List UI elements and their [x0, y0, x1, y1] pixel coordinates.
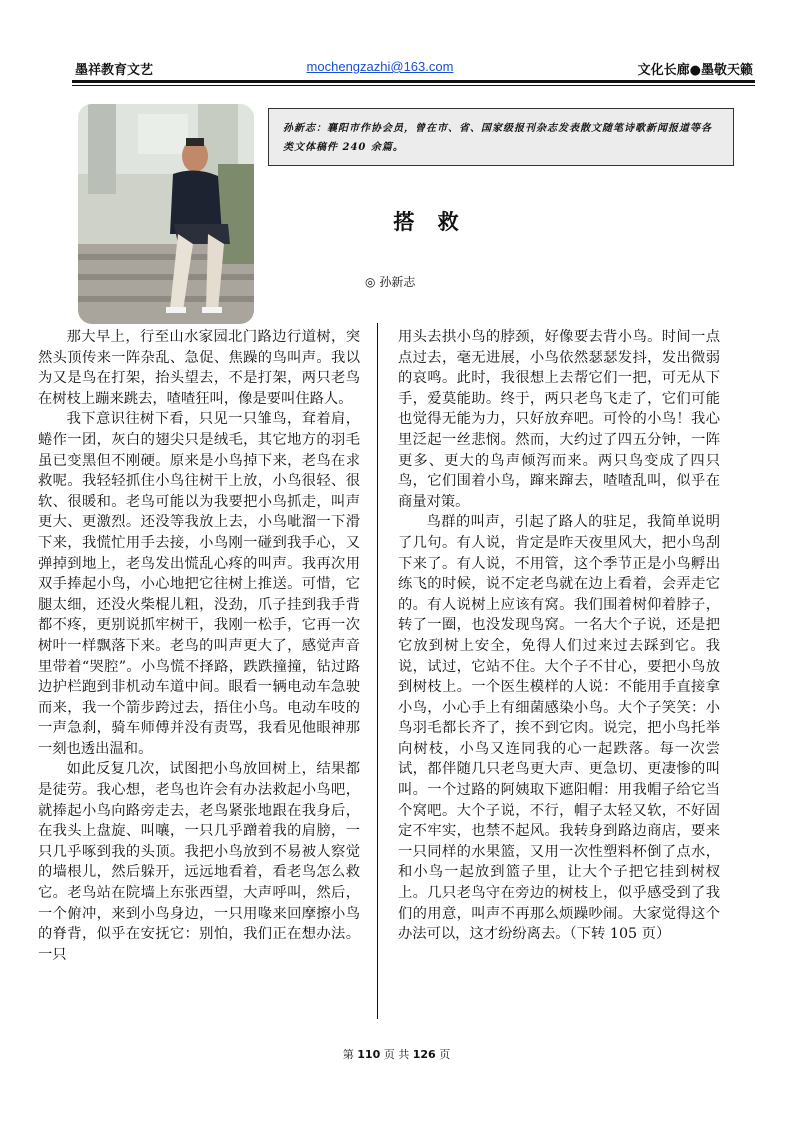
footer-prefix: 第: [342, 1048, 354, 1061]
footer-middle: 页 共: [383, 1048, 410, 1061]
paragraph: 鸟群的叫声，引起了路人的驻足，我简单说明了几句。有人说，肯定是昨天夜里风大，把小鸟刮下来了。有人说，不用管，这个季节正是小鸟孵出练飞的时候，说不定老鸟就在边上看着，会弄走它的。有人说树上应该有窝。我们围着树仰着脖子，转了一圈，也没发现鸟窝。一名大个子说，还是把它放到树上安全，免得人们过来过去踩到它。我说，试过，它站不住。大个子不甘心，要把小鸟放到树枝上。一个医生模样的人说：不能用手直接拿小鸟，小心手上有细菌感染小鸟。大个子笑笑：小鸟羽毛都长齐了，挨不到它肉。说完，把小鸟托举向树枝，小鸟又连同我的心一起跌落。每一次尝试，都伴随几只老鸟更大声、更急切、更凄惨的叫叫。一个过路的阿姨取下遮阳帽：用我帽子给它当个窝吧。大个子说，不行，帽子太轻又软，不好固定不牢实，也禁不起风。我转身到路边商店，要来一只同样的水果篮，又用一次性塑料杯倒了点水，和小鸟一起放到篮子里，让大个子把它挂到树杈上。几只老鸟守在旁边的树枝上，似乎感受到了我们的用意，叫声不再那么烦躁吵闹。大家觉得这个办法可以，这才纷纷离去。（下转 105 页）: [398, 514, 720, 943]
header-rule-thick: [72, 80, 755, 83]
paragraph: 那大早上，行至山水家园北门路边行道树，突然头顶传来一阵杂乱、急促、焦躁的鸟叫声。我以为又是鸟在打架，抬头望去，不是打架，两只老鸟在树枝上蹦来跳去，喳喳狂叫，像是要叫住路人。: [38, 329, 360, 407]
right-column: [398, 327, 720, 945]
column-divider: [377, 323, 378, 1019]
paragraph: 用头去拱小鸟的脖颈，好像要去背小鸟。时间一点点过去，毫无进展，小鸟依然瑟瑟发抖，发出微弱的哀鸣。此时，我很想上去帮它们一把，可无从下手，爱莫能助。终于，两只老鸟飞走了，它们可能也觉得无能为力，只好放弃吧。可怜的小鸟！我心里泛起一丝悲悯。然而，大约过了四五分钟，一阵更多、更大的鸟声倾泻而来。两只鸟变成了四只鸟，它们围着小鸟，蹿来蹿去，喳喳乱叫，似乎在商量对策。: [398, 329, 720, 510]
header-rule-thin: [72, 85, 755, 86]
byline-author: 孙新志: [379, 275, 416, 289]
header-email-link[interactable]: mochengzazhi@163.com: [306, 59, 454, 74]
footer-total-pages: 126: [412, 1048, 436, 1061]
header-column-name: 文化长廊●墨敬天籁: [637, 63, 753, 78]
author-bio-name: 孙新志：: [283, 123, 327, 134]
page-footer: [0, 1046, 793, 1062]
author-bio-text: 襄阳市作协会员，曾在市、省、国家级报刊杂志发表散文随笔诗歌新闻报道等各类文体稿件 240 余篇。: [283, 123, 712, 153]
left-column: [38, 327, 360, 965]
footer-page-number: 110: [357, 1048, 381, 1061]
paragraph: 我下意识往树下看，只见一只雏鸟，耷着肩，蜷作一团，灰白的翅尖只是绒毛，其它地方的羽毛虽已变黑但不刚硬。原来是小鸟掉下来，老鸟在求救呢。我轻轻抓住小鸟往树干上放，小鸟很轻、很软、很暖和。老鸟可能以为我要把小鸟抓走，叫声更大、更激烈。还没等我放上去，小鸟呲溜一下滑下来，我慌忙用手去接，小鸟刚一碰到我手心，又弹掉到地上，老鸟发出慌乱心疼的叫声。我再次用双手捧起小鸟，小心地把它往树上推送。可惜，它腿太细，还没火柴棍儿粗，没劲，爪子挂到我手背都不疼，更别说抓牢树干，我刚一松手，它再一次树叶一样飘落下来。老鸟的叫声更大了，感觉声音里带着“哭腔”。小鸟慌不择路，跌跌撞撞，钻过路边护栏跑到非机动车道中间。眼看一辆电动车急驶而来，我一个箭步跨过去，捂住小鸟。电动车吱的一声急刹，骑车师傅并没有责骂，我看见他眼神那一刻也透出温和。: [38, 411, 360, 757]
article-byline: [365, 273, 415, 290]
author-photo: [78, 104, 254, 324]
header-magazine-name: 墨祥教育文艺: [75, 63, 154, 78]
author-bio-box: [268, 108, 734, 166]
byline-mark: ◎: [365, 275, 376, 289]
footer-suffix: 页: [439, 1048, 451, 1061]
article-title: 搭 救: [393, 209, 467, 234]
paragraph: 如此反复几次，试图把小鸟放回树上，结果都是徒劳。我心想，老鸟也许会有办法救起小鸟吧，就捧起小鸟向路旁走去，老鸟紧张地跟在我身后，在我头上盘旋、叫嚷，一只几乎蹭着我的肩膀，一只几乎啄到我的头顶。我把小鸟放到不易被人察觉的墙根儿，然后躲开，远远地看着，看老鸟怎么救它。老鸟站在院墙上东张西望，大声呼叫，然后，一个俯冲，来到小鸟身边，一只用喙来回摩擦小鸟的脊背，似乎在安抚它：别怕，我们正在想办法。一只: [38, 761, 360, 963]
